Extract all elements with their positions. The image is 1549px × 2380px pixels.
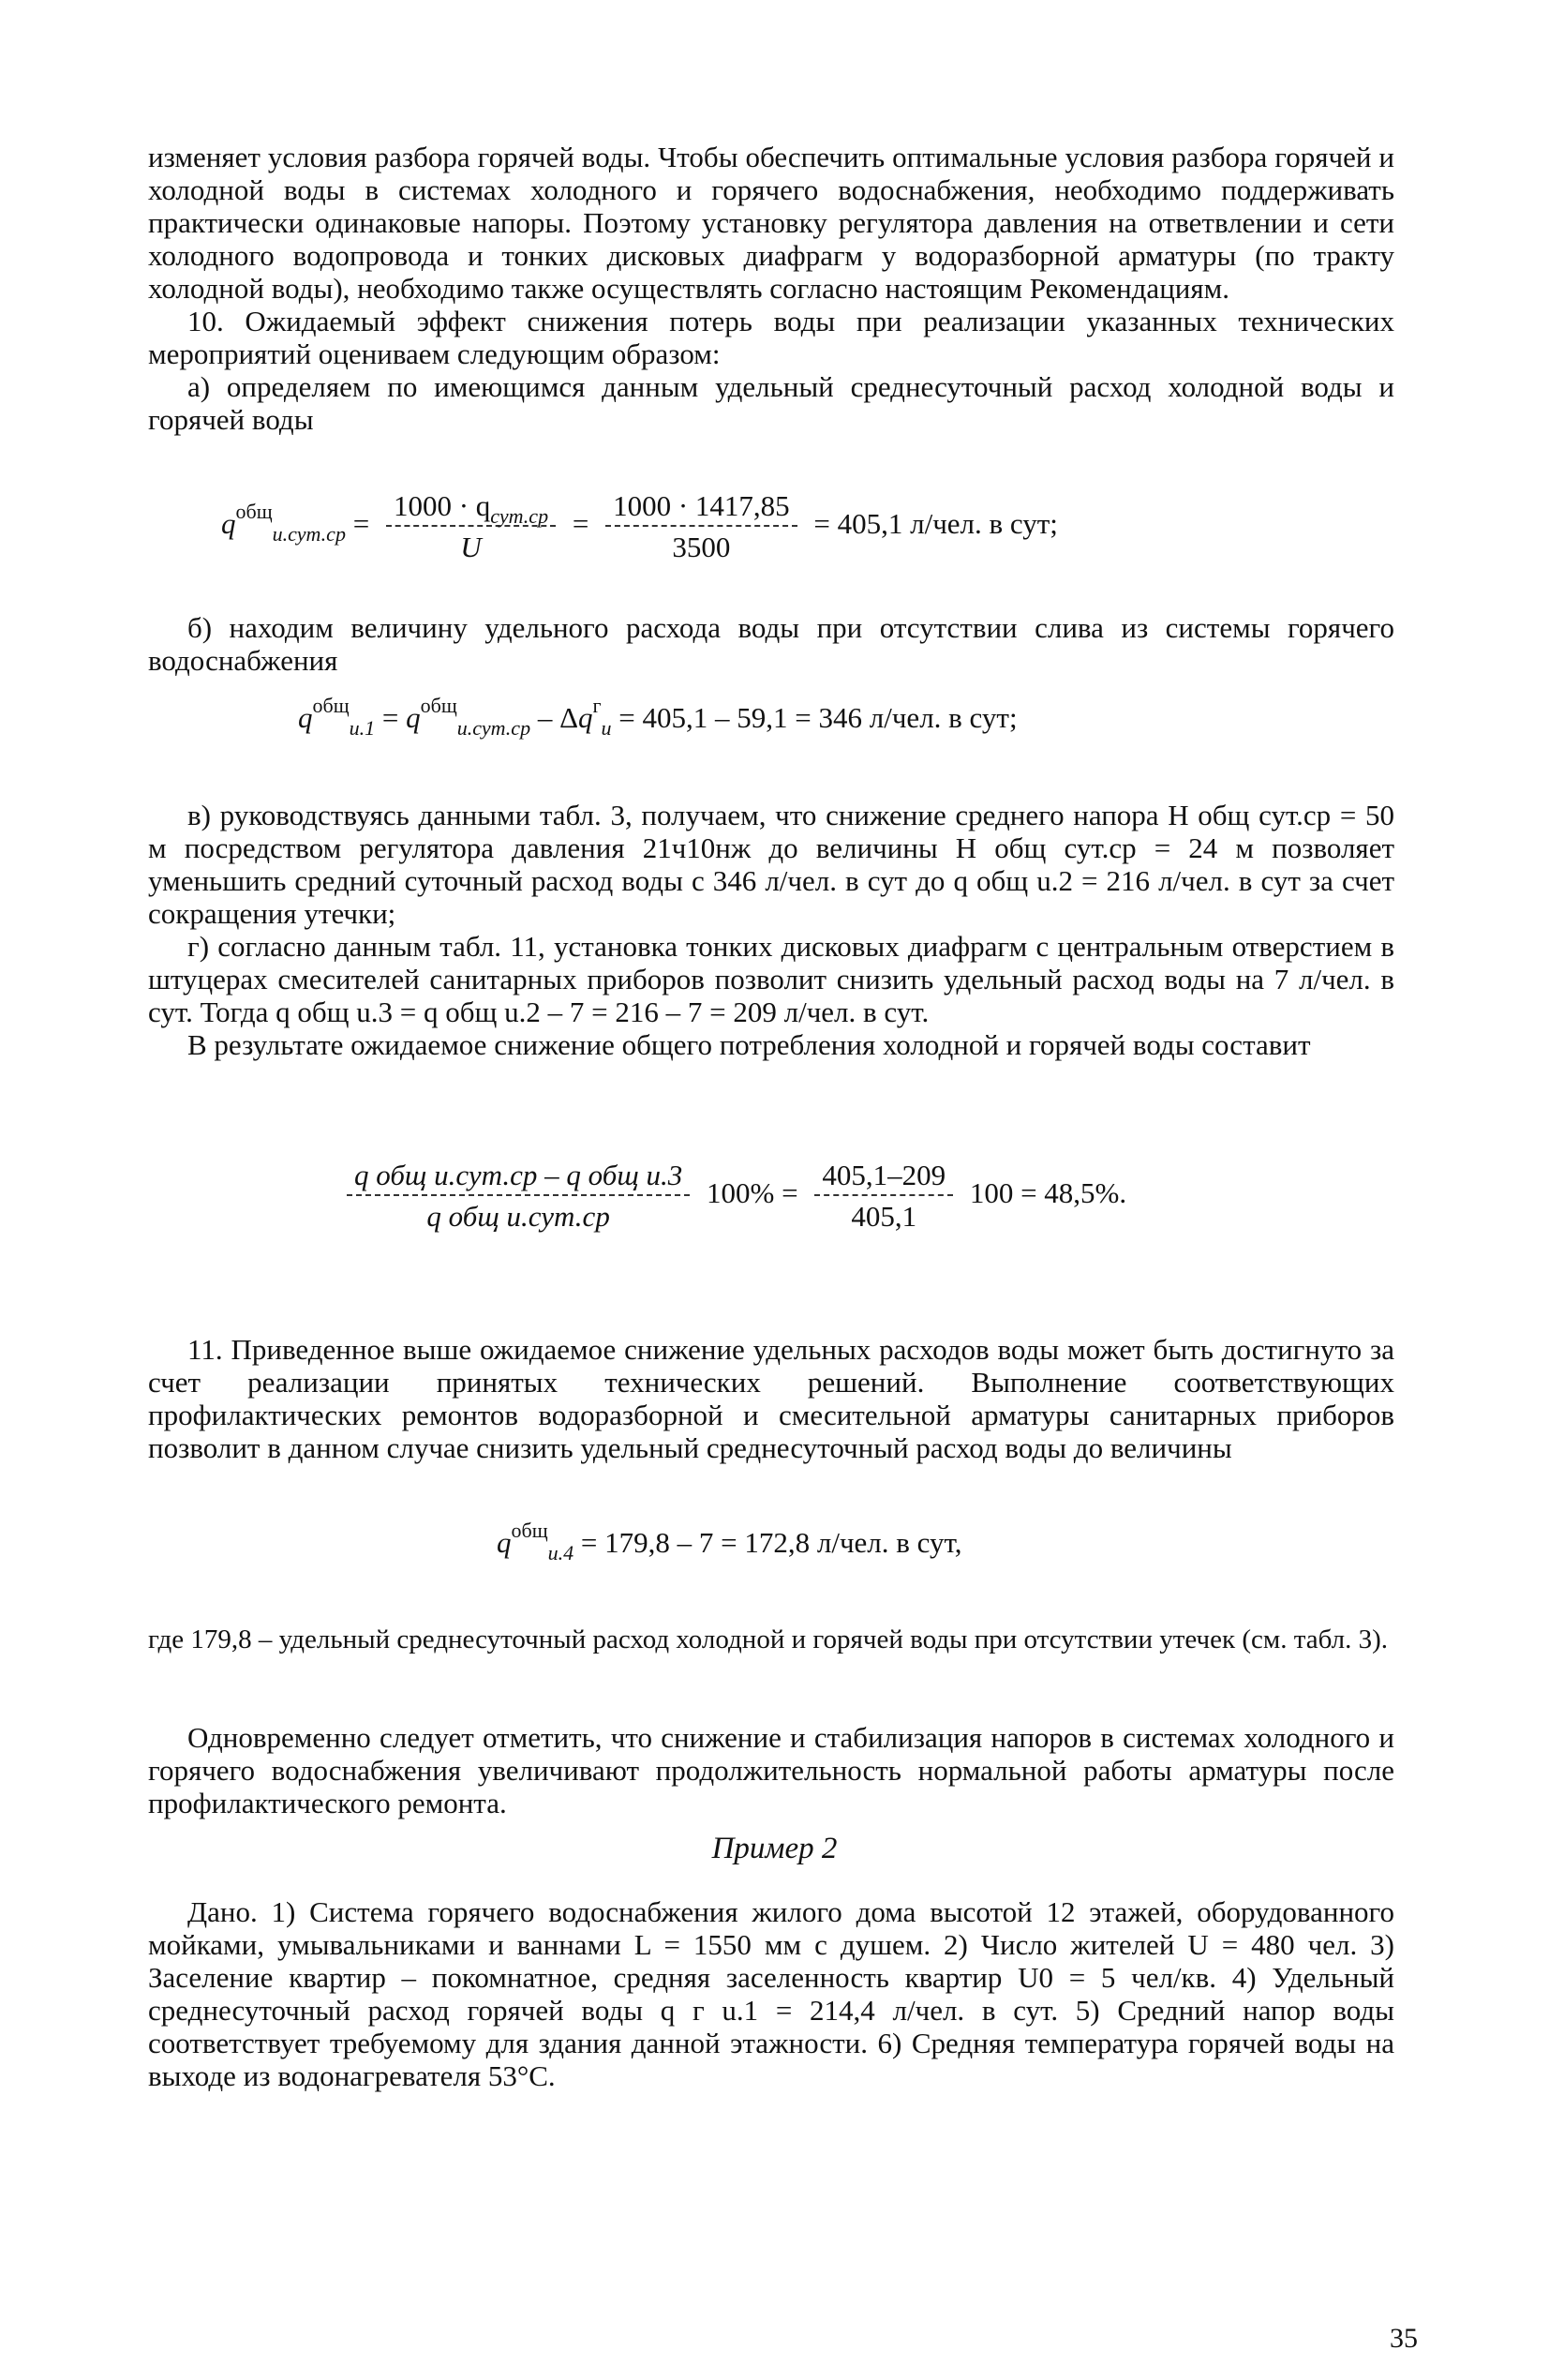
given-conditions: Дано. 1) Система горячего водоснабжения жилого дома высотой 12 этажей, оборудованного мойками, умывальниками и ваннами L = 1550 мм с душем. 2) Число жителей U = 480 чел. 3) Заселение квартир – покомнатное, средняя заселенность квартир U0 = 5 чел/кв. 4) Удельный среднесуточный расход горячей воды q г u.1 = 214,4 л/чел. в сут. 5) Средний напор воды соответствует требуемому для здания данной этажности. 6) Средняя температура горячей воды на выходе из водонагревателя 53°С. bbox=[148, 1895, 1394, 2092]
page-number: 35 bbox=[1390, 2323, 1418, 2354]
fraction-1b: $\frac{1000 \cdot 1417,85}{3500}$ bbox=[605, 489, 797, 564]
body-block-7 bbox=[148, 1895, 1394, 2092]
item-g: г) согласно данным табл. 11, установка тонких дисковых диафрагм с центральным отверстием в штуцерах смесителей санитарных приборов позволит снизить удельный расход воды на 7 л/чел. в сут. Тогда q общ u.3 = q общ u.2 – 7 = 216 – 7 = 209 л/чел. в сут. bbox=[148, 930, 1394, 1028]
note: где 179,8 – удельный среднесуточный расход холодной и горячей воды при отсутствии утечек (см. табл. 3). bbox=[148, 1624, 1389, 1654]
para-simultaneously: Одновременно следует отметить, что снижение и стабилизация напоров в системах холодного и горячего водоснабжения увеличивают продолжительность нормальной работы арматуры после профилактического ремонта. bbox=[148, 1721, 1394, 1819]
fraction-3a: $\frac{\text{q общ u.сут.ср – q общ u.3}}{\text{q общ u.сут.ср}}$ bbox=[347, 1159, 690, 1234]
para-intro: изменяет условия разбора горячей воды. Чтобы обеспечить оптимальные условия разбора горячей и холодной воды в системах холодного и горячего водоснабжения, необходимо поддерживать практически одинаковые напоры. Поэтому установку регулятора давления на ответвлении и сети холодного водопровода и тонких дисковых диафрагм у водоразборной арматуры (по тракту холодной воды), необходимо также осуществлять согласно настоящим Рекомендациям. bbox=[148, 141, 1394, 305]
example-heading: Пример 2 bbox=[711, 1832, 838, 1865]
formula-1: $q^{общ}_{u.сут.ср}$ = $\frac{1000 \cdot q_{сут.ср}}{U}$ = $\frac{1000 \cdot 1417,85}{3500}$ = 405,1 л/чел. в сут; bbox=[221, 489, 1058, 563]
para-10: 10. Ожидаемый эффект снижения потерь воды при реализации указанных технических мероприятий оцениваем следующим образом: bbox=[148, 305, 1394, 370]
formula-2: $q^{общ}_{u.1} = q^{общ}_{u.сут.ср} - \Delta q^г_u = 405,1 - 59,1 = 346$ л/чел. в сут; bbox=[298, 694, 1018, 740]
body-block-4 bbox=[148, 1333, 1394, 1464]
body-block-1 bbox=[148, 141, 1394, 436]
item-a: а) определяем по имеющимся данным удельный среднесуточный расход холодной воды и горячей воды bbox=[148, 370, 1394, 436]
body-block-2 bbox=[148, 611, 1394, 677]
formula-4: $q^{общ}_{u.4} = 179,8 - 7 = 172,8$ л/чел. в сут, bbox=[497, 1519, 962, 1564]
item-v: в) руководствуясь данными табл. 3, получаем, что снижение среднего напора H общ сут.ср = 50 м посредством регулятора давления 21ч10нж до величины H общ сут.ср = 24 м позволяет уменьшить средний суточный расход воды с 346 л/чел. в сут до q общ u.2 = 216 л/чел. в сут за счет сокращения утечки; bbox=[148, 799, 1394, 930]
fraction-3b: $\frac{405,1-209}{405,1}$ bbox=[814, 1159, 953, 1234]
item-b: б) находим величину удельного расхода воды при отсутствии слива из системы горячего водоснабжения bbox=[148, 611, 1394, 677]
body-block-6 bbox=[148, 1721, 1394, 1819]
fraction-1a: $\frac{1000 \cdot q_{сут.ср}}{U}$ bbox=[386, 489, 556, 564]
formula-3: $\frac{\text{q общ u.сут.ср – q общ u.3}}{\text{q общ u.сут.ср}}$ 100% = $\frac{405,1-209}{405,1}$ 100 = 48,5%. bbox=[337, 1159, 1126, 1234]
body-block-5 bbox=[148, 1624, 1394, 1656]
para-11: 11. Приведенное выше ожидаемое снижение удельных расходов воды может быть достигнуто за счет реализации принятых технических решений. Выполнение соответствующих профилактических ремонтов водоразборной и смесительной арматуры санитарных приборов позволит в данном случае снизить удельный среднесуточный расход воды до величины bbox=[148, 1333, 1394, 1464]
para-result: В результате ожидаемое снижение общего потребления холодной и горячей воды составит bbox=[187, 1028, 1311, 1061]
body-block-3 bbox=[148, 799, 1394, 1061]
